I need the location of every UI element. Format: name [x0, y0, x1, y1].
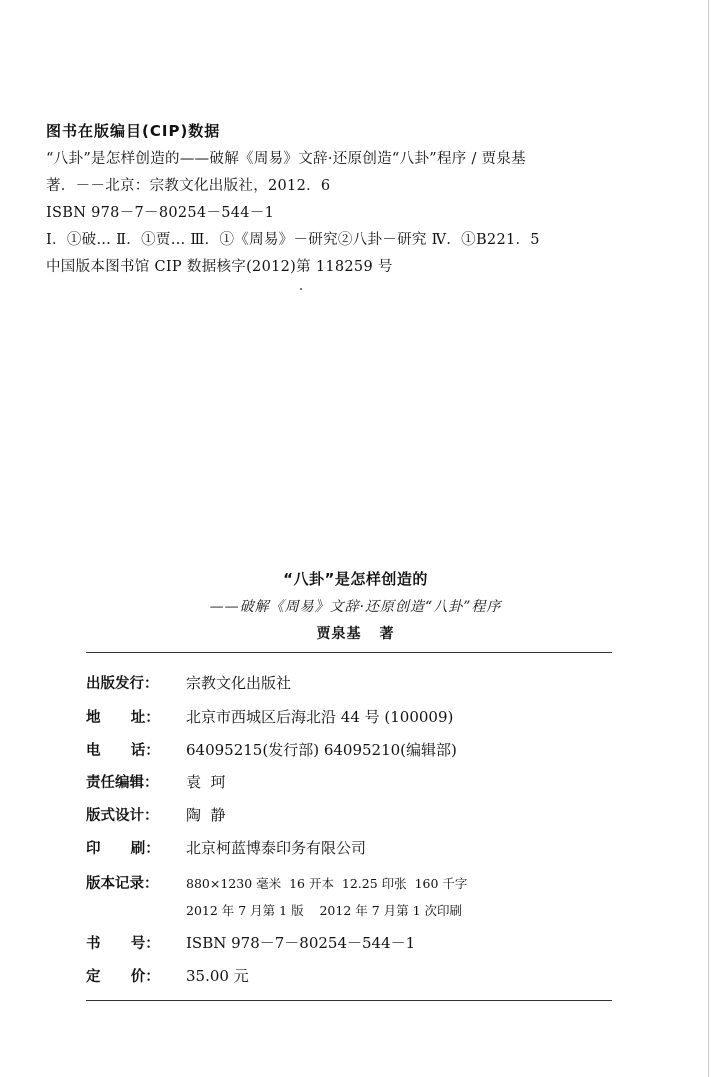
- colophon-value: 袁 珂: [186, 773, 226, 791]
- colophon-row-edition-dates: [86, 901, 462, 919]
- cip-line-publisher: 著．－－北京：宗教文化出版社，2012．6: [46, 178, 331, 194]
- author-role: 著: [379, 626, 395, 642]
- page-edge-line: [708, 0, 709, 1077]
- scan-speck: [300, 288, 302, 290]
- colophon-value: 880×1230 毫米 16 开本 12.25 印张 160 千字: [186, 876, 468, 891]
- author-name: 贾泉基: [316, 626, 362, 642]
- colophon-row-publisher: [86, 672, 291, 693]
- colophon-top-rule: [86, 652, 612, 653]
- colophon-value: 北京市西城区后海北沿 44 号 (100009): [186, 708, 454, 726]
- colophon-value: 35.00 元: [186, 967, 249, 985]
- cip-line-isbn: ISBN 978－7－80254－544－1: [46, 205, 275, 221]
- colophon-row-editor: [86, 771, 226, 792]
- colophon-label: 责任编辑：: [86, 775, 159, 791]
- colophon-label: 印 刷：: [86, 841, 160, 857]
- colophon-label: 书 号：: [86, 936, 160, 952]
- colophon-value: 陶 静: [186, 806, 226, 824]
- colophon-label: 版式设计：: [86, 808, 159, 824]
- colophon-row-isbn: [86, 932, 415, 953]
- cip-line-title: “八卦”是怎样创造的——破解《周易》文辞·还原创造“八卦”程序 / 贾泉基: [46, 151, 526, 167]
- colophon-value: 北京柯蓝博泰印务有限公司: [186, 839, 367, 857]
- colophon-value: 2012 年 7 月第 1 版 2012 年 7 月第 1 次印刷: [186, 903, 463, 918]
- colophon-label: 电 话：: [86, 743, 160, 759]
- book-title: “八卦”是怎样创造的: [283, 570, 428, 588]
- cip-line-classification: Ⅰ．①破… Ⅱ．①贾… Ⅲ．①《周易》－研究②八卦－研究 Ⅳ．①B221．5: [46, 232, 540, 248]
- book-subtitle: ——破解《周易》文辞·还原创造“八卦”程序: [209, 599, 502, 615]
- colophon-label: 出版发行：: [86, 676, 159, 692]
- colophon-label: 版本记录：: [86, 876, 159, 892]
- colophon-value: ISBN 978－7－80254－544－1: [186, 934, 416, 952]
- colophon-row-edition-record: [86, 872, 467, 893]
- colophon-row-printer: [86, 837, 366, 858]
- colophon-row-phone: [86, 739, 457, 760]
- colophon-label: 地 址：: [86, 710, 160, 726]
- cip-line-record-number: 中国版本图书馆 CIP 数据核字(2012)第 118259 号: [46, 259, 393, 275]
- colophon-row-address: [86, 706, 453, 727]
- colophon-label: 定 价：: [86, 969, 160, 985]
- colophon-row-price: [86, 965, 249, 986]
- cip-heading: 图书在版编目(CIP)数据: [46, 122, 221, 140]
- colophon-row-designer: [86, 804, 226, 825]
- colophon-value: 宗教文化出版社: [186, 674, 292, 692]
- colophon-bottom-rule: [86, 1000, 612, 1001]
- colophon-value: 64095215(发行部) 64095210(编辑部): [186, 741, 457, 759]
- book-author: [0, 623, 711, 643]
